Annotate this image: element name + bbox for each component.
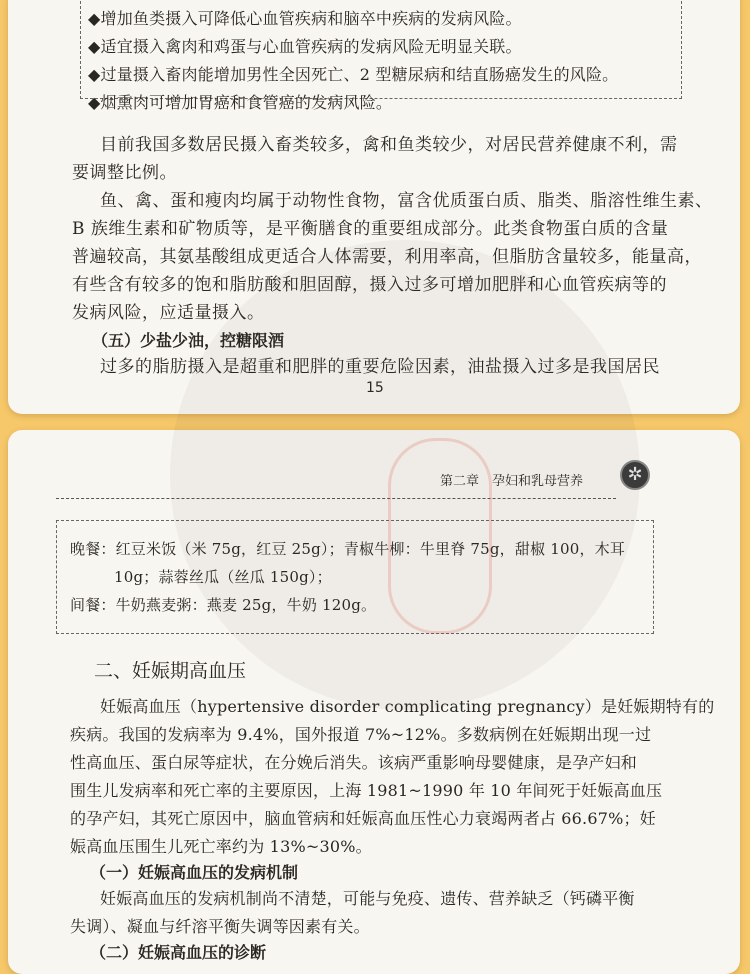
book-page-bottom — [8, 430, 740, 974]
book-page-top — [8, 0, 740, 414]
subheading: （五）少盐少油，控糖限酒 — [92, 331, 285, 350]
menu-line: 10g；蒜蓉丝瓜（丝瓜 150g）； — [114, 568, 332, 586]
tip-line: ◆烟熏肉可增加胃癌和食管癌的发病风险。 — [88, 93, 393, 112]
tip-line: ◆增加鱼类摄入可降低心血管疾病和脑卒中疾病的发病风险。 — [88, 9, 522, 28]
body-line: 妊娠高血压的发病机制尚不清楚，可能与免疫、遗传、营养缺乏（钙磷平衡 — [100, 889, 635, 908]
paragraph-line: 有些含有较多的饱和脂肪酸和胆固醇，摄入过多可增加肥胖和心血管疾病等的 — [72, 275, 667, 295]
body-line: 围生儿发病率和死亡率的主要原因，上海 1981~1990 年 10 年间死于妊娠高血压 — [70, 781, 663, 800]
tip-line: ◆适宜摄入禽肉和鸡蛋与心血管疾病的发病风险无明显关联。 — [88, 37, 522, 56]
section-title: 二、妊娠期高血压 — [94, 660, 247, 682]
paragraph-line: B 族维生素和矿物质等，是平衡膳食的重要组成部分。此类食物蛋白质的含量 — [72, 219, 669, 239]
paragraph-line: 发病风险，应适量摄入。 — [72, 303, 265, 323]
body-line: 疾病。我国的发病率为 9.4%，国外报道 7%~12%。多数病例在妊娠期出现一过 — [70, 725, 652, 744]
menu-line: 间餐：牛奶燕麦粥：燕麦 25g，牛奶 120g。 — [70, 596, 377, 614]
flower-emblem-icon — [620, 460, 650, 490]
subheading: （一）妊娠高血压的发病机制 — [90, 863, 299, 882]
body-line: 娠高血压围生儿死亡率约为 13%~30%。 — [70, 837, 372, 856]
body-line: 性高血压、蛋白尿等症状，在分娩后消失。该病严重影响母婴健康，是孕产妇和 — [70, 753, 638, 772]
tip-line: ◆过量摄入畜肉能增加男性全因死亡、2 型糖尿病和结直肠癌发生的风险。 — [88, 65, 619, 84]
body-line: 妊娠高血压（hypertensive disorder complicating pregnancy）是妊娠期特有的 — [100, 697, 715, 716]
paragraph-line: 目前我国多数居民摄入畜类较多，禽和鱼类较少，对居民营养健康不利，需 — [100, 135, 678, 155]
paragraph-line: 普遍较高，其氨基酸组成更适合人体需要，利用率高，但脂肪含量较多，能量高， — [72, 247, 702, 267]
subheading: （二）妊娠高血压的诊断 — [90, 943, 267, 962]
paragraph-line: 要调整比例。 — [72, 163, 177, 183]
page-number: 15 — [366, 380, 384, 396]
menu-line: 晚餐：红豆米饭（米 75g，红豆 25g）；青椒牛柳：牛里脊 75g，甜椒 100，木耳 — [70, 540, 626, 558]
body-line: 的孕产妇，其死亡原因中，脑血管病和妊娠高血压性心力衰竭两者占 66.67%；妊 — [70, 809, 656, 828]
paragraph-line: 鱼、禽、蛋和瘦肉均属于动物性食物，富含优质蛋白质、脂类、脂溶性维生素、 — [100, 191, 713, 211]
body-line: 失调）、凝血与纤溶平衡失调等因素有关。 — [70, 917, 370, 936]
chapter-title: 第二章 孕妇和乳母营养 — [440, 474, 584, 489]
paragraph-line: 过多的脂肪摄入是超重和肥胖的重要危险因素，油盐摄入过多是我国居民 — [100, 357, 660, 377]
chapter-divider — [56, 498, 616, 499]
